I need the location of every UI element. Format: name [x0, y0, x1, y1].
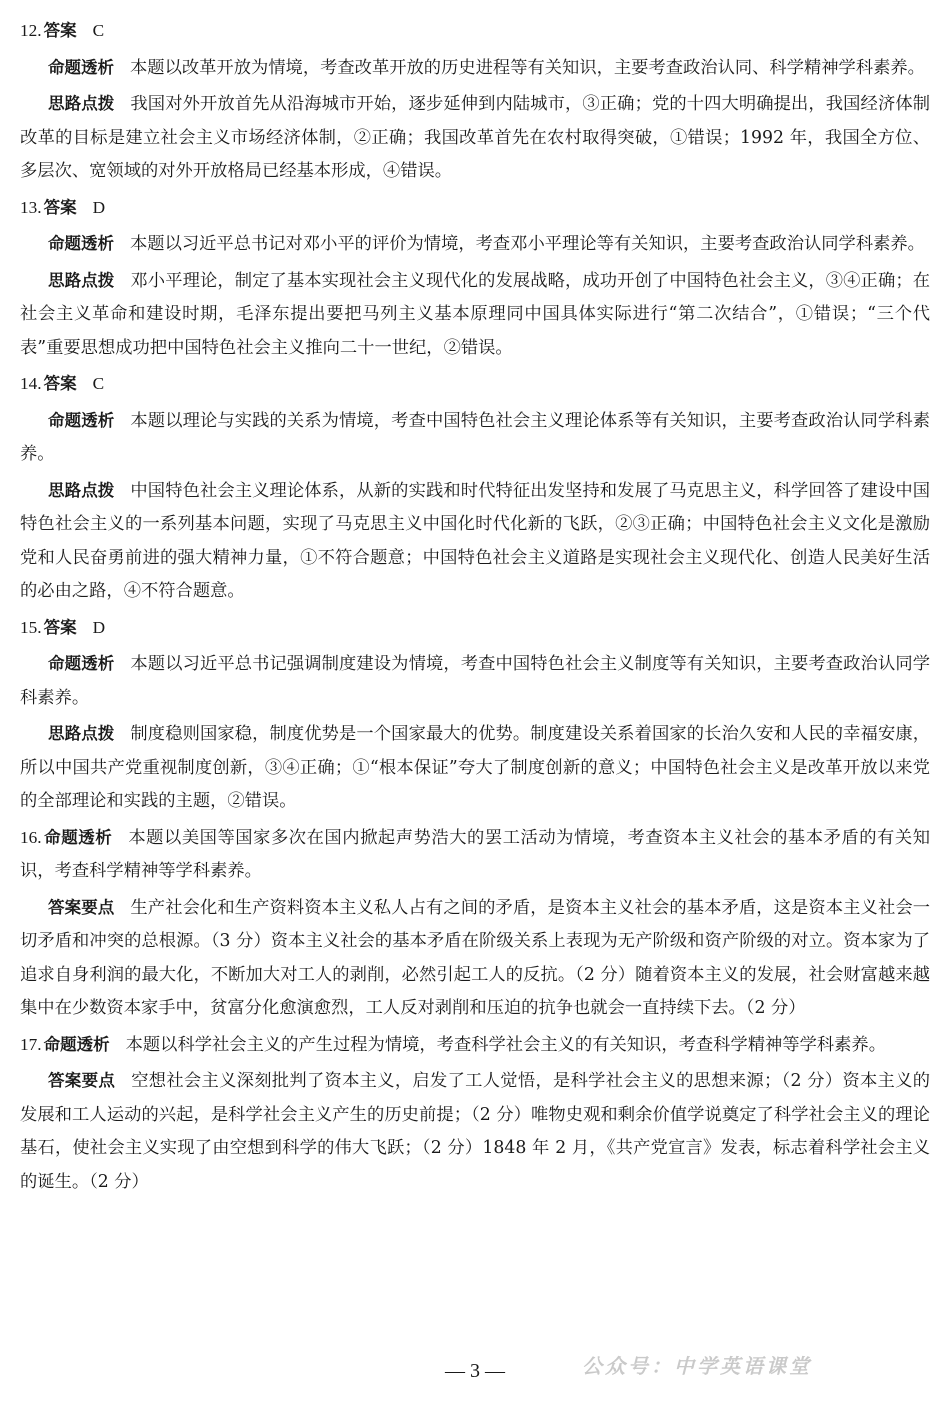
section-paragraph: [20, 87, 930, 189]
watermark: 公众号：中学英语课堂: [582, 1354, 812, 1378]
section-label: 思路点拨: [48, 270, 115, 290]
section-text: 本题以习近平总书记对邓小平的评价为情境，考查邓小平理论等有关知识，主要考查政治认同学科素养。: [130, 234, 925, 254]
section-text: 本题以习近平总书记强调制度建设为情境，考查中国特色社会主义制度等有关知识，主要考查政治认同学科素养。: [20, 654, 930, 708]
answer-line: [20, 14, 930, 49]
section-paragraph: [20, 891, 930, 1026]
section-paragraph: [20, 821, 930, 889]
page-number: — 3 —: [445, 1360, 505, 1382]
section-text: 空想社会主义深刻批判了资本主义，启发了工人觉悟，是科学社会主义的思想来源；（2 分）资本主义的发展和工人运动的兴起，是科学社会主义产生的历史前提；（2 分）唯物史观和剩余价值学说奠定了科学社会主义的理论基石，使社会主义实现了由空想到科学的伟大飞跃；（2 分）1848 年 2 月，《共产党宣言》发表，标志着科学社会主义的诞生。（2 分）: [20, 1071, 930, 1192]
answer-value: C: [92, 374, 105, 393]
answer-label: 答案: [43, 617, 77, 637]
answer-line: [20, 191, 930, 226]
section-label: 命题透析: [48, 654, 115, 673]
section-text: 制度稳则国家稳，制度优势是一个国家最大的优势。制度建设关系着国家的长治久安和人民的幸福安康，所以中国共产党重视制度创新，③④正确；①“根本保证”夸大了制度创新的意义；中国特色社会主义是改革开放以来党的全部理论和实践的主题，②错误。: [20, 724, 930, 811]
section-text: 我国对外开放首先从沿海城市开始，逐步延伸到内陆城市，③正确；党的十四大明确提出，我国经济体制改革的目标是建立社会主义市场经济体制，②正确；我国改革首先在农村取得突破，①错误；1992 年，我国全方位、多层次、宽领域的对外开放格局已经基本形成，④错误。: [20, 94, 930, 181]
section-label: 思路点拨: [48, 94, 115, 113]
answer-line: [20, 611, 930, 646]
question-number: 14.: [20, 374, 42, 393]
section-label: 命题透析: [48, 57, 114, 77]
answer-label: 答案: [43, 21, 77, 40]
answer-value: C: [92, 21, 105, 40]
answer-label: 答案: [43, 197, 77, 217]
section-label: 命题透析: [48, 410, 115, 430]
section-paragraph: [20, 474, 930, 609]
section-label: 思路点拨: [48, 480, 115, 500]
question-number: 17.: [20, 1034, 42, 1054]
section-label: 命题透析: [43, 827, 113, 847]
section-paragraph: [20, 647, 930, 715]
answer-label: 答案: [43, 374, 77, 393]
section-text: 本题以理论与实践的关系为情境，考查中国特色社会主义理论体系等有关知识，主要考查政治认同学科素养。: [20, 410, 930, 464]
section-paragraph: [20, 717, 930, 819]
answer-line: [20, 367, 930, 402]
section-paragraph: [20, 404, 930, 472]
section-label: 命题透析: [43, 1034, 110, 1054]
question-number: 15.: [20, 617, 42, 637]
answer-value: D: [92, 197, 106, 217]
section-paragraph: [20, 227, 930, 262]
question-number: 16.: [20, 827, 42, 847]
question-number: 13.: [20, 197, 42, 217]
section-paragraph: [20, 1064, 930, 1199]
answer-value: D: [92, 617, 106, 637]
section-label: 答案要点: [48, 1071, 116, 1090]
section-paragraph: [20, 51, 930, 86]
section-label: 命题透析: [48, 234, 114, 253]
question-number: 12.: [20, 21, 42, 40]
section-label: 答案要点: [48, 897, 115, 917]
section-text: 本题以科学社会主义的产生过程为情境，考查科学社会主义的有关知识，考查科学精神等学科素养。: [125, 1034, 886, 1055]
section-text: 中国特色社会主义理论体系，从新的实践和时代特征出发坚持和发展了马克思主义，科学回答了建设中国特色社会主义的一系列基本问题，实现了马克思主义中国化时代化新的飞跃，②③正确；中国特色社会主义文化是激励党和人民奋勇前进的强大精神力量，①不符合题意；中国特色社会主义道路是实现社会主义现代化、创造人民美好生活的必由之路，④不符合题意。: [20, 480, 930, 601]
section-paragraph: [20, 264, 930, 366]
section-text: 本题以美国等国家多次在国内掀起声势浩大的罢工活动为情境，考查资本主义社会的基本矛盾的有关知识，考查科学精神等学科素养。: [20, 827, 930, 881]
section-text: 生产社会化和生产资料资本主义私人占有之间的矛盾，是资本主义社会的基本矛盾，这是资本主义社会一切矛盾和冲突的总根源。（3 分）资本主义社会的基本矛盾在阶级关系上表现为无产阶级和资产阶级的对立。资本家为了追求自身利润的最大化，不断加大对工人的剥削，必然引起工人的反抗。（2 分）随着资本主义的发展，社会财富越来越集中在少数资本家手中，贫富分化愈演愈烈，工人反对剥削和压迫的抗争也就会一直持续下去。（2 分）: [20, 897, 930, 1018]
answer-document: [20, 14, 930, 1201]
section-text: 邓小平理论，制定了基本实现社会主义现代化的发展战略，成功开创了中国特色社会主义，③④正确；在社会主义革命和建设时期，毛泽东提出要把马列主义基本原理同中国具体实际进行“第二次结合”，①错误；“三个代表”重要思想成功把中国特色社会主义推向二十一世纪，②错误。: [20, 270, 930, 358]
section-label: 思路点拨: [48, 724, 115, 743]
section-paragraph: [20, 1028, 930, 1063]
section-text: 本题以改革开放为情境，考查改革开放的历史进程等有关知识，主要考查政治认同、科学精神学科素养。: [130, 57, 925, 78]
